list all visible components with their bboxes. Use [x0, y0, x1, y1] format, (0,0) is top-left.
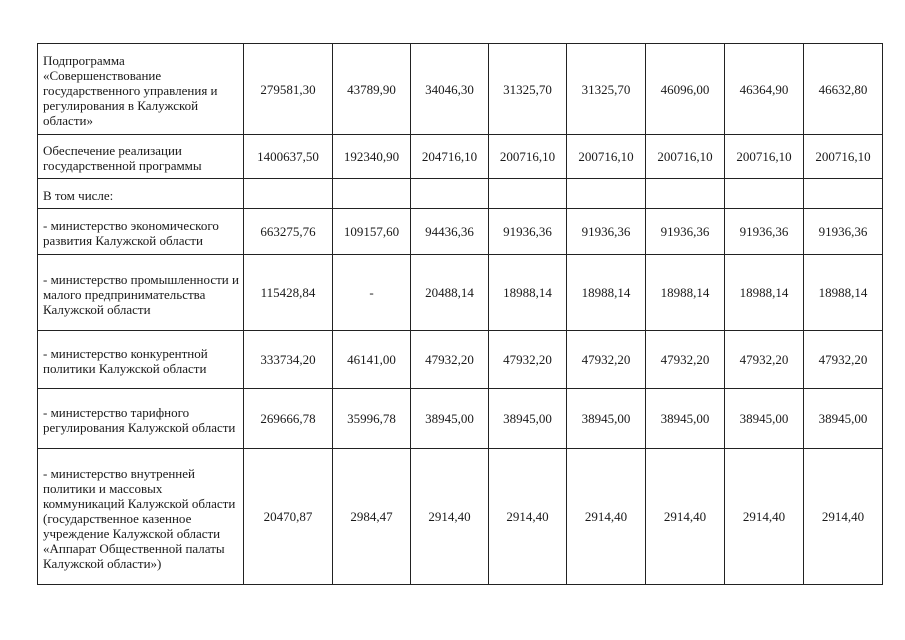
- value-cell: 2914,40: [489, 449, 567, 585]
- value-cell: 31325,70: [567, 44, 646, 135]
- value-cell: 47932,20: [411, 331, 489, 389]
- value-cell: 663275,76: [244, 209, 333, 255]
- document-page: [37, 43, 883, 585]
- value-cell: [411, 179, 489, 209]
- program-support-name: Обеспечение реализации государственной программы: [38, 135, 244, 179]
- value-cell: 91936,36: [489, 209, 567, 255]
- value-cell: 2914,40: [411, 449, 489, 585]
- value-cell: 43789,90: [333, 44, 411, 135]
- value-cell: 34046,30: [411, 44, 489, 135]
- value-cell: 47932,20: [489, 331, 567, 389]
- table-row: [38, 389, 883, 449]
- value-cell: [333, 179, 411, 209]
- value-cell: 38945,00: [567, 389, 646, 449]
- value-cell: 38945,00: [725, 389, 804, 449]
- table-row: [38, 449, 883, 585]
- value-cell: 269666,78: [244, 389, 333, 449]
- table-body: [38, 44, 883, 585]
- value-cell: 18988,14: [489, 255, 567, 331]
- value-cell: 200716,10: [646, 135, 725, 179]
- value-cell: 115428,84: [244, 255, 333, 331]
- value-cell: 18988,14: [804, 255, 883, 331]
- value-cell: 47932,20: [567, 331, 646, 389]
- value-cell: 333734,20: [244, 331, 333, 389]
- including-label: В том числе:: [38, 179, 244, 209]
- value-cell: 200716,10: [489, 135, 567, 179]
- value-cell: [804, 179, 883, 209]
- value-cell: 46364,90: [725, 44, 804, 135]
- value-cell: 35996,78: [333, 389, 411, 449]
- value-cell: 94436,36: [411, 209, 489, 255]
- subprogram-name: Подпрограмма «Совершенствование государственного управления и регулирования в Калужской области»: [38, 44, 244, 135]
- ministry-competition-name: - министерство конкурентной политики Калужской области: [38, 331, 244, 389]
- value-cell: 109157,60: [333, 209, 411, 255]
- value-cell: 91936,36: [725, 209, 804, 255]
- table-row: [38, 255, 883, 331]
- value-cell: 46632,80: [804, 44, 883, 135]
- value-cell: 38945,00: [646, 389, 725, 449]
- value-cell: 38945,00: [804, 389, 883, 449]
- ministry-industry-name: - министерство промышленности и малого предпринимательства Калужской области: [38, 255, 244, 331]
- value-cell: 2914,40: [646, 449, 725, 585]
- table-row: [38, 44, 883, 135]
- ministry-economic-development-name: - министерство экономического развития Калужской области: [38, 209, 244, 255]
- value-cell: 200716,10: [804, 135, 883, 179]
- budget-table: [37, 43, 883, 585]
- value-cell: 46141,00: [333, 331, 411, 389]
- value-cell: 2914,40: [725, 449, 804, 585]
- value-cell: 20470,87: [244, 449, 333, 585]
- value-cell: 1400637,50: [244, 135, 333, 179]
- value-cell: 200716,10: [567, 135, 646, 179]
- table-row: [38, 209, 883, 255]
- value-cell: 38945,00: [489, 389, 567, 449]
- value-cell: 31325,70: [489, 44, 567, 135]
- value-cell: 38945,00: [411, 389, 489, 449]
- value-cell: 204716,10: [411, 135, 489, 179]
- value-cell: [489, 179, 567, 209]
- value-cell: [567, 179, 646, 209]
- value-cell: 46096,00: [646, 44, 725, 135]
- value-cell: 47932,20: [804, 331, 883, 389]
- value-cell: 47932,20: [725, 331, 804, 389]
- value-cell: 20488,14: [411, 255, 489, 331]
- value-cell: 91936,36: [567, 209, 646, 255]
- value-cell: 91936,36: [804, 209, 883, 255]
- value-cell: 2984,47: [333, 449, 411, 585]
- table-row: [38, 331, 883, 389]
- value-cell: [646, 179, 725, 209]
- value-cell: 192340,90: [333, 135, 411, 179]
- value-cell: [244, 179, 333, 209]
- value-cell: 200716,10: [725, 135, 804, 179]
- value-cell: 2914,40: [567, 449, 646, 585]
- value-cell: [725, 179, 804, 209]
- ministry-tariff-name: - министерство тарифного регулирования Калужской области: [38, 389, 244, 449]
- table-row: [38, 135, 883, 179]
- value-cell: 18988,14: [567, 255, 646, 331]
- value-cell: 47932,20: [646, 331, 725, 389]
- value-cell: 91936,36: [646, 209, 725, 255]
- value-cell: 279581,30: [244, 44, 333, 135]
- value-cell: 18988,14: [646, 255, 725, 331]
- ministry-internal-policy-name: - министерство внутренней политики и массовых коммуникаций Калужской области (государственное казенное учреждение Калужской области «Аппарат Общественной палаты Калужской области»): [38, 449, 244, 585]
- value-cell: 2914,40: [804, 449, 883, 585]
- value-cell: 18988,14: [725, 255, 804, 331]
- value-cell: -: [333, 255, 411, 331]
- table-row: [38, 179, 883, 209]
